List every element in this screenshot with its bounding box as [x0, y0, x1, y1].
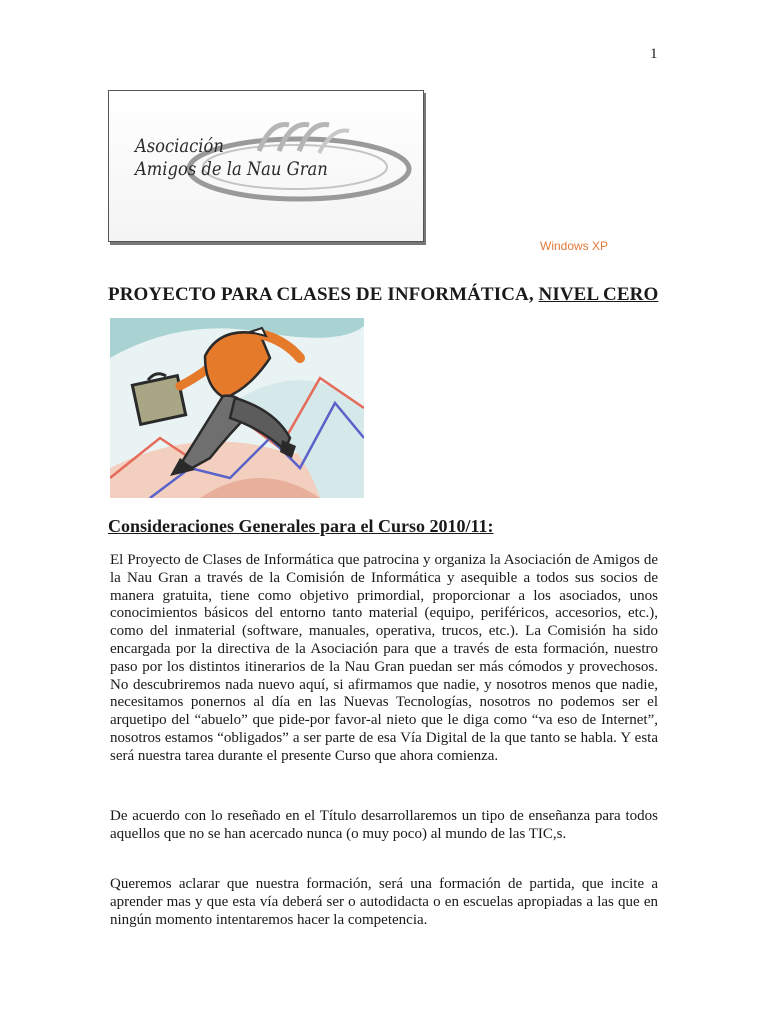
title-level: NIVEL CERO	[538, 284, 659, 305]
running-businessman-clipart	[110, 318, 364, 498]
logo-line-2: Amigos de la Nau Gran	[135, 158, 328, 180]
os-label: Windows XP	[540, 239, 609, 253]
logo-text	[135, 135, 328, 181]
page-number: 1	[650, 46, 658, 62]
paragraph-clarification: Queremos aclarar que nuestra formación, será una formación de partida, que incite a aprender mas y que esta vía deberá ser o autodidacta o en escuelas apropiadas a las que en ningún momento intentaremos hacer la competencia.	[110, 876, 658, 928]
title-main: PROYECTO PARA CLASES DE INFORMÁTICA,	[108, 284, 539, 305]
document-title	[108, 284, 658, 306]
paragraph-scope: De acuerdo con lo reseñado en el Título desarrollaremos un tipo de enseñanza para todos aquellos que no se han acercado nunca (o muy poco) al mundo de las TIC,s.	[110, 808, 658, 842]
section-heading: Consideraciones Generales para el Curso 2010/11:	[108, 516, 494, 536]
association-logo	[108, 90, 424, 242]
logo-line-1: Asociación	[135, 135, 224, 157]
paragraph-objective: El Proyecto de Clases de Informática que patrocina y organiza la Asociación de Amigos de la Nau Gran a través de la Comisión de Informática y asequible a todos sus socios de manera gratuita, tiene como objetivo primordial, proporcionar a los asociados, unos conocimientos básicos del entorno tanto material (equipo, periféricos, accesorios, etc.), como del inmaterial (software, manuales, operativa, trucos, etc.). La Comisión ha sido encargada por la directiva de la Asociación para que a través de esta formación, nuestro paso por los distintos itinerarios de la Nau Gran puedan ser más cómodos y provechosos. No descubriremos nada nuevo aquí, si afirmamos que nadie, y nosotros menos que nadie, necesitamos ponernos al día en las Nuevas Tecnologías, nosotros no podemos ser el arquetipo del “abuelo” que pide-por favor-al nieto que le diga como “va eso de Internet”, nosotros estamos “obligados” a ser parte de esa Vía Digital de la que tanto se habla. Y esta será nuestra tarea durante el presente Curso que ahora comienza.	[110, 552, 658, 764]
